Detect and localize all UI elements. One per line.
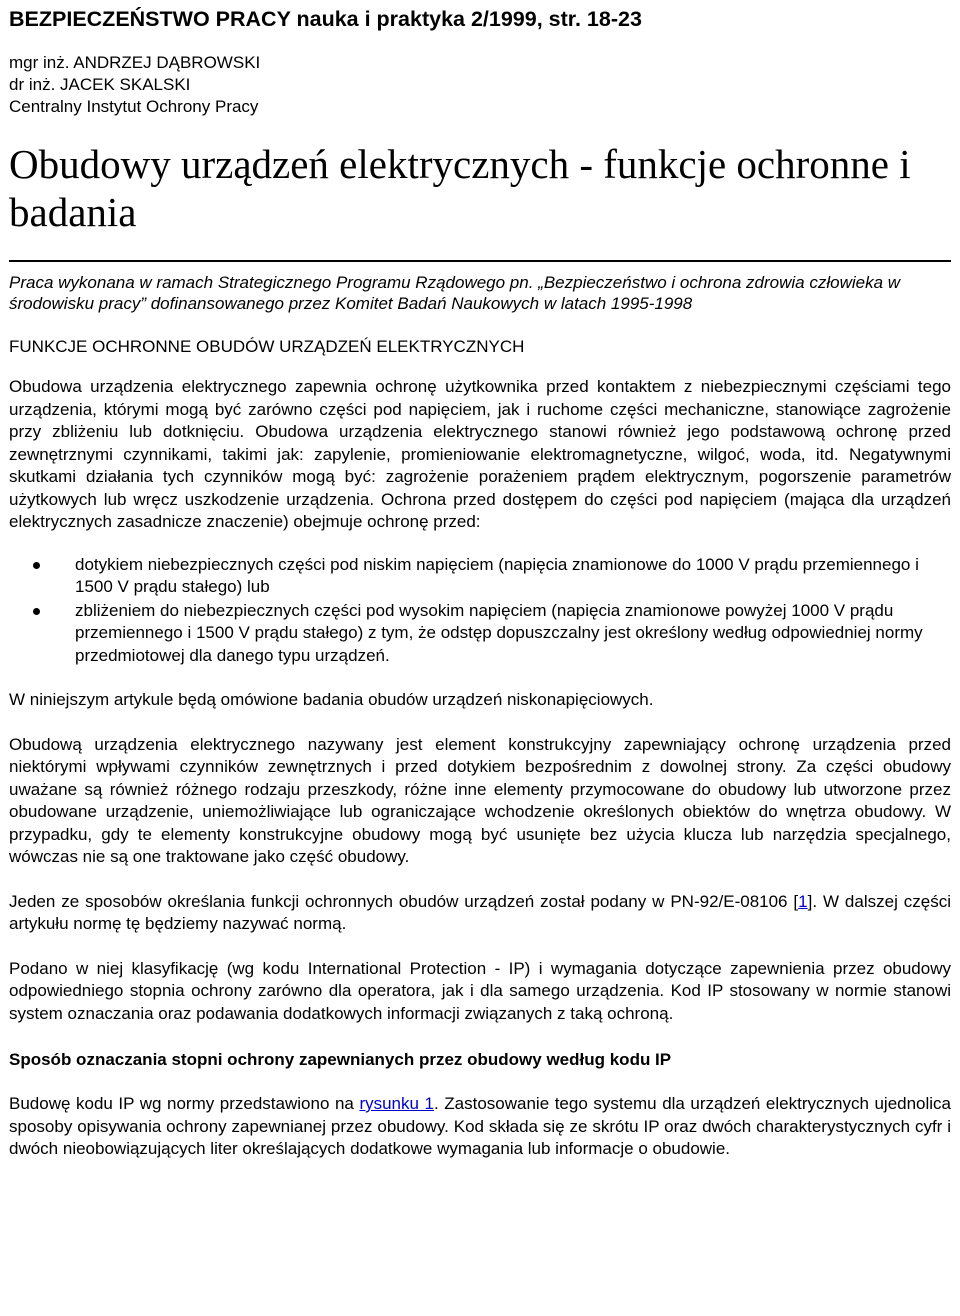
section-heading: FUNKCJE OCHRONNE OBUDÓW URZĄDZEŃ ELEKTRYCZNYCH [9, 337, 525, 356]
paragraph-text: Jeden ze sposobów określania funkcji ochronnych obudów urządzeń został podany w PN-92/E-08106 [ [9, 891, 799, 911]
bullet-icon [33, 608, 40, 615]
bullet-icon [33, 562, 40, 569]
list-item-text: zbliżeniem do niebezpiecznych części pod wysokim napięciem (napięcia znamionowe powyżej 1000 V prądu przemiennego i 1500 V prądu stałego) z tym, że odstęp dopuszczalny jest określony według odpowiedniej normy przedmiotowej dla danego typu urządzeń. [75, 600, 923, 665]
paragraph [9, 891, 951, 936]
authors-block [9, 52, 951, 118]
list-item-text: dotykiem niebezpiecznych części pod niskim napięciem (napięcia znamionowe do 1000 V prądu przemiennego i 1500 V prądu stałego) lub [75, 554, 919, 596]
list-item [9, 554, 951, 599]
author-line: mgr inż. ANDRZEJ DĄBROWSKI [9, 53, 261, 72]
paragraph-text: ]. W dalszej części artykułu normę tę będziemy nazywać normą. [9, 891, 951, 933]
section-heading: Sposób oznaczania stopni ochrony zapewnianych przez obudowy według kodu IP [9, 1050, 672, 1069]
paragraph [9, 1093, 951, 1161]
paragraph-text: . Zastosowanie tego systemu dla urządzeń elektrycznych ujednolica sposoby opisywania ochrony zapewnianej przez obudowy. Kod składa się ze skrótu IP oraz dwóch charakterystycznych cyfr i dwóch nieobowiązujących liter określających dodatkowe wymagania lub informacje o obudowie. [9, 1094, 952, 1158]
reference-link[interactable]: 1 [798, 891, 808, 911]
funding-note: Praca wykonana w ramach Strategicznego Programu Rządowego pn. „Bezpieczeństwo i ochrona zdrowia człowieka w środowisku pracy” dofinansowanego przez Komitet Badań Naukowych w latach 1995-1998 [9, 273, 901, 313]
bullet-list [9, 554, 951, 668]
figure-link[interactable]: rysunku 1 [359, 1094, 434, 1113]
list-item [9, 600, 951, 668]
paragraph: Podano w niej klasyfikację (wg kodu International Protection - IP) i wymagania dotyczące zapewnienia przez obudowy odpowiedniego stopnia ochrony zarówno dla operatora, jak i dla samego urządzenia. Kod IP stosowany w normie stanowi system oznaczania oraz podawania dodatkowych informacji związanych z taką ochroną. [9, 958, 951, 1023]
article-title: Obudowy urządzeń elektrycznych - funkcje ochronne i badania [9, 141, 911, 235]
paragraph: Obudową urządzenia elektrycznego nazywany jest element konstrukcyjny zapewniający ochronę urządzenia przed niektórymi wpływami czynników zewnętrznych i przed dotykiem bezpośrednim z dowolnej strony. Za części obudowy uważane są również różnego rodzaju przeszkody, różne inne elementy przymocowane do obudowy lub utworzone przez obudowane urządzenie, uniemożliwiające lub ograniczające wchodzenie określonych obiektów do wnętrza obudowy. W przypadku, gdy te elementy konstrukcyjne obudowy mogą być usunięte bez użycia klucza lub narzędzia specjalnego, wówczas nie są one traktowane jako część obudowy. [9, 734, 951, 866]
document-page [9, 0, 951, 1161]
paragraph-text: Budowę kodu IP wg normy przedstawiono na [9, 1094, 360, 1113]
journal-header: BEZPIECZEŃSTWO PRACY nauka i praktyka 2/1999, str. 18-23 [9, 7, 642, 31]
title-divider [9, 260, 951, 262]
author-line: dr inż. JACEK SKALSKI [9, 75, 191, 94]
paragraph: W niniejszym artykule będą omówione badania obudów urządzeń niskonapięciowych. [9, 690, 654, 709]
paragraph: Obudowa urządzenia elektrycznego zapewnia ochronę użytkownika przed kontaktem z niebezpiecznymi częściami tego urządzenia, którymi mogą być zarówno części pod napięciem, jak i ruchome części mechaniczne, stanowiące zagrożenie przy zbliżeniu lub dotknięciu. Obudowa urządzenia elektrycznego stanowi również jego podstawową ochronę przed zewnętrznymi czynnikami, takimi jak: zapylenie, promieniowanie elektromagnetyczne, wilgoć, woda, itd. Negatywnymi skutkami działania tych czynników mogą być: zagrożenie porażeniem prądem elektrycznym, pogorszenie parametrów użytkowych lub wręcz uszkodzenie urządzenia. Ochrona przed dostępem do części pod napięciem (mająca dla urządzeń elektrycznych zasadnicze znaczenie) obejmuje ochronę przed: [9, 377, 951, 531]
institution-line: Centralny Instytut Ochrony Pracy [9, 97, 259, 116]
